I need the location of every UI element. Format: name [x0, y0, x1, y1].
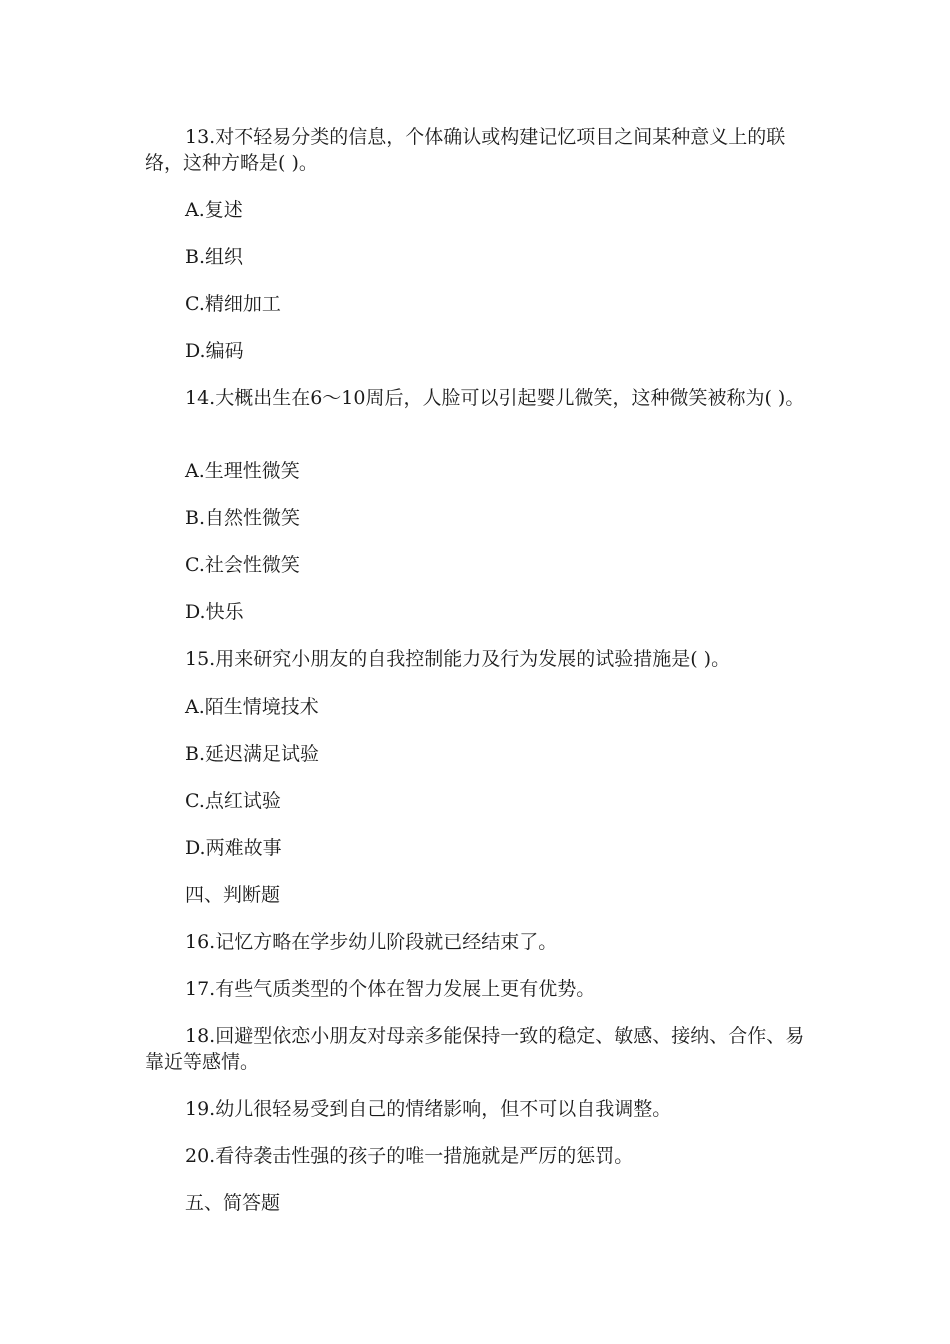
- question-15-stem: 15.用来研究小朋友的自我控制能力及行为发展的试验措施是( )。: [185, 648, 731, 670]
- question-15-option-a: A.陌生情境技术: [185, 696, 319, 718]
- true-false-item-17: 17.有些气质类型的个体在智力发展上更有优势。: [185, 978, 596, 1000]
- question-13-option-d: D.编码: [185, 340, 244, 362]
- question-15-option-d: D.两难故事: [185, 837, 282, 859]
- true-false-item-18: 18.回避型依恋小朋友对母亲多能保持一致的稳定、敏感、接纳、合作、易靠近等感情。: [145, 1025, 805, 1073]
- question-13-option-a: A.复述: [185, 199, 243, 221]
- question-14-stem: 14.大概出生在6～10周后，人脸可以引起婴儿微笑，这种微笑被称为( )。: [185, 387, 805, 409]
- question-13-stem: 13.对不轻易分类的信息，个体确认或构建记忆项目之间某种意义上的联络，这种方略是( )。: [145, 126, 786, 174]
- section-4-heading: 四、判断题: [185, 884, 281, 906]
- true-false-item-19: 19.幼儿很轻易受到自己的情绪影响，但不可以自我调整。: [185, 1098, 672, 1120]
- question-14-option-d: D.快乐: [185, 601, 244, 623]
- question-14-option-a: A.生理性微笑: [185, 460, 300, 482]
- question-15-option-c: C.点红试验: [185, 790, 281, 812]
- question-14-option-c: C.社会性微笑: [185, 554, 300, 576]
- question-14-option-b: B.自然性微笑: [185, 507, 301, 529]
- section-5-heading: 五、简答题: [185, 1192, 281, 1214]
- question-15-option-b: B.延迟满足试验: [185, 743, 320, 765]
- true-false-item-20: 20.看待袭击性强的孩子的唯一措施就是严厉的惩罚。: [185, 1145, 634, 1167]
- question-13-option-b: B.组织: [185, 246, 244, 268]
- question-13-option-c: C.精细加工: [185, 293, 281, 315]
- true-false-item-16: 16.记忆方略在学步幼儿阶段就已经结束了。: [185, 931, 558, 953]
